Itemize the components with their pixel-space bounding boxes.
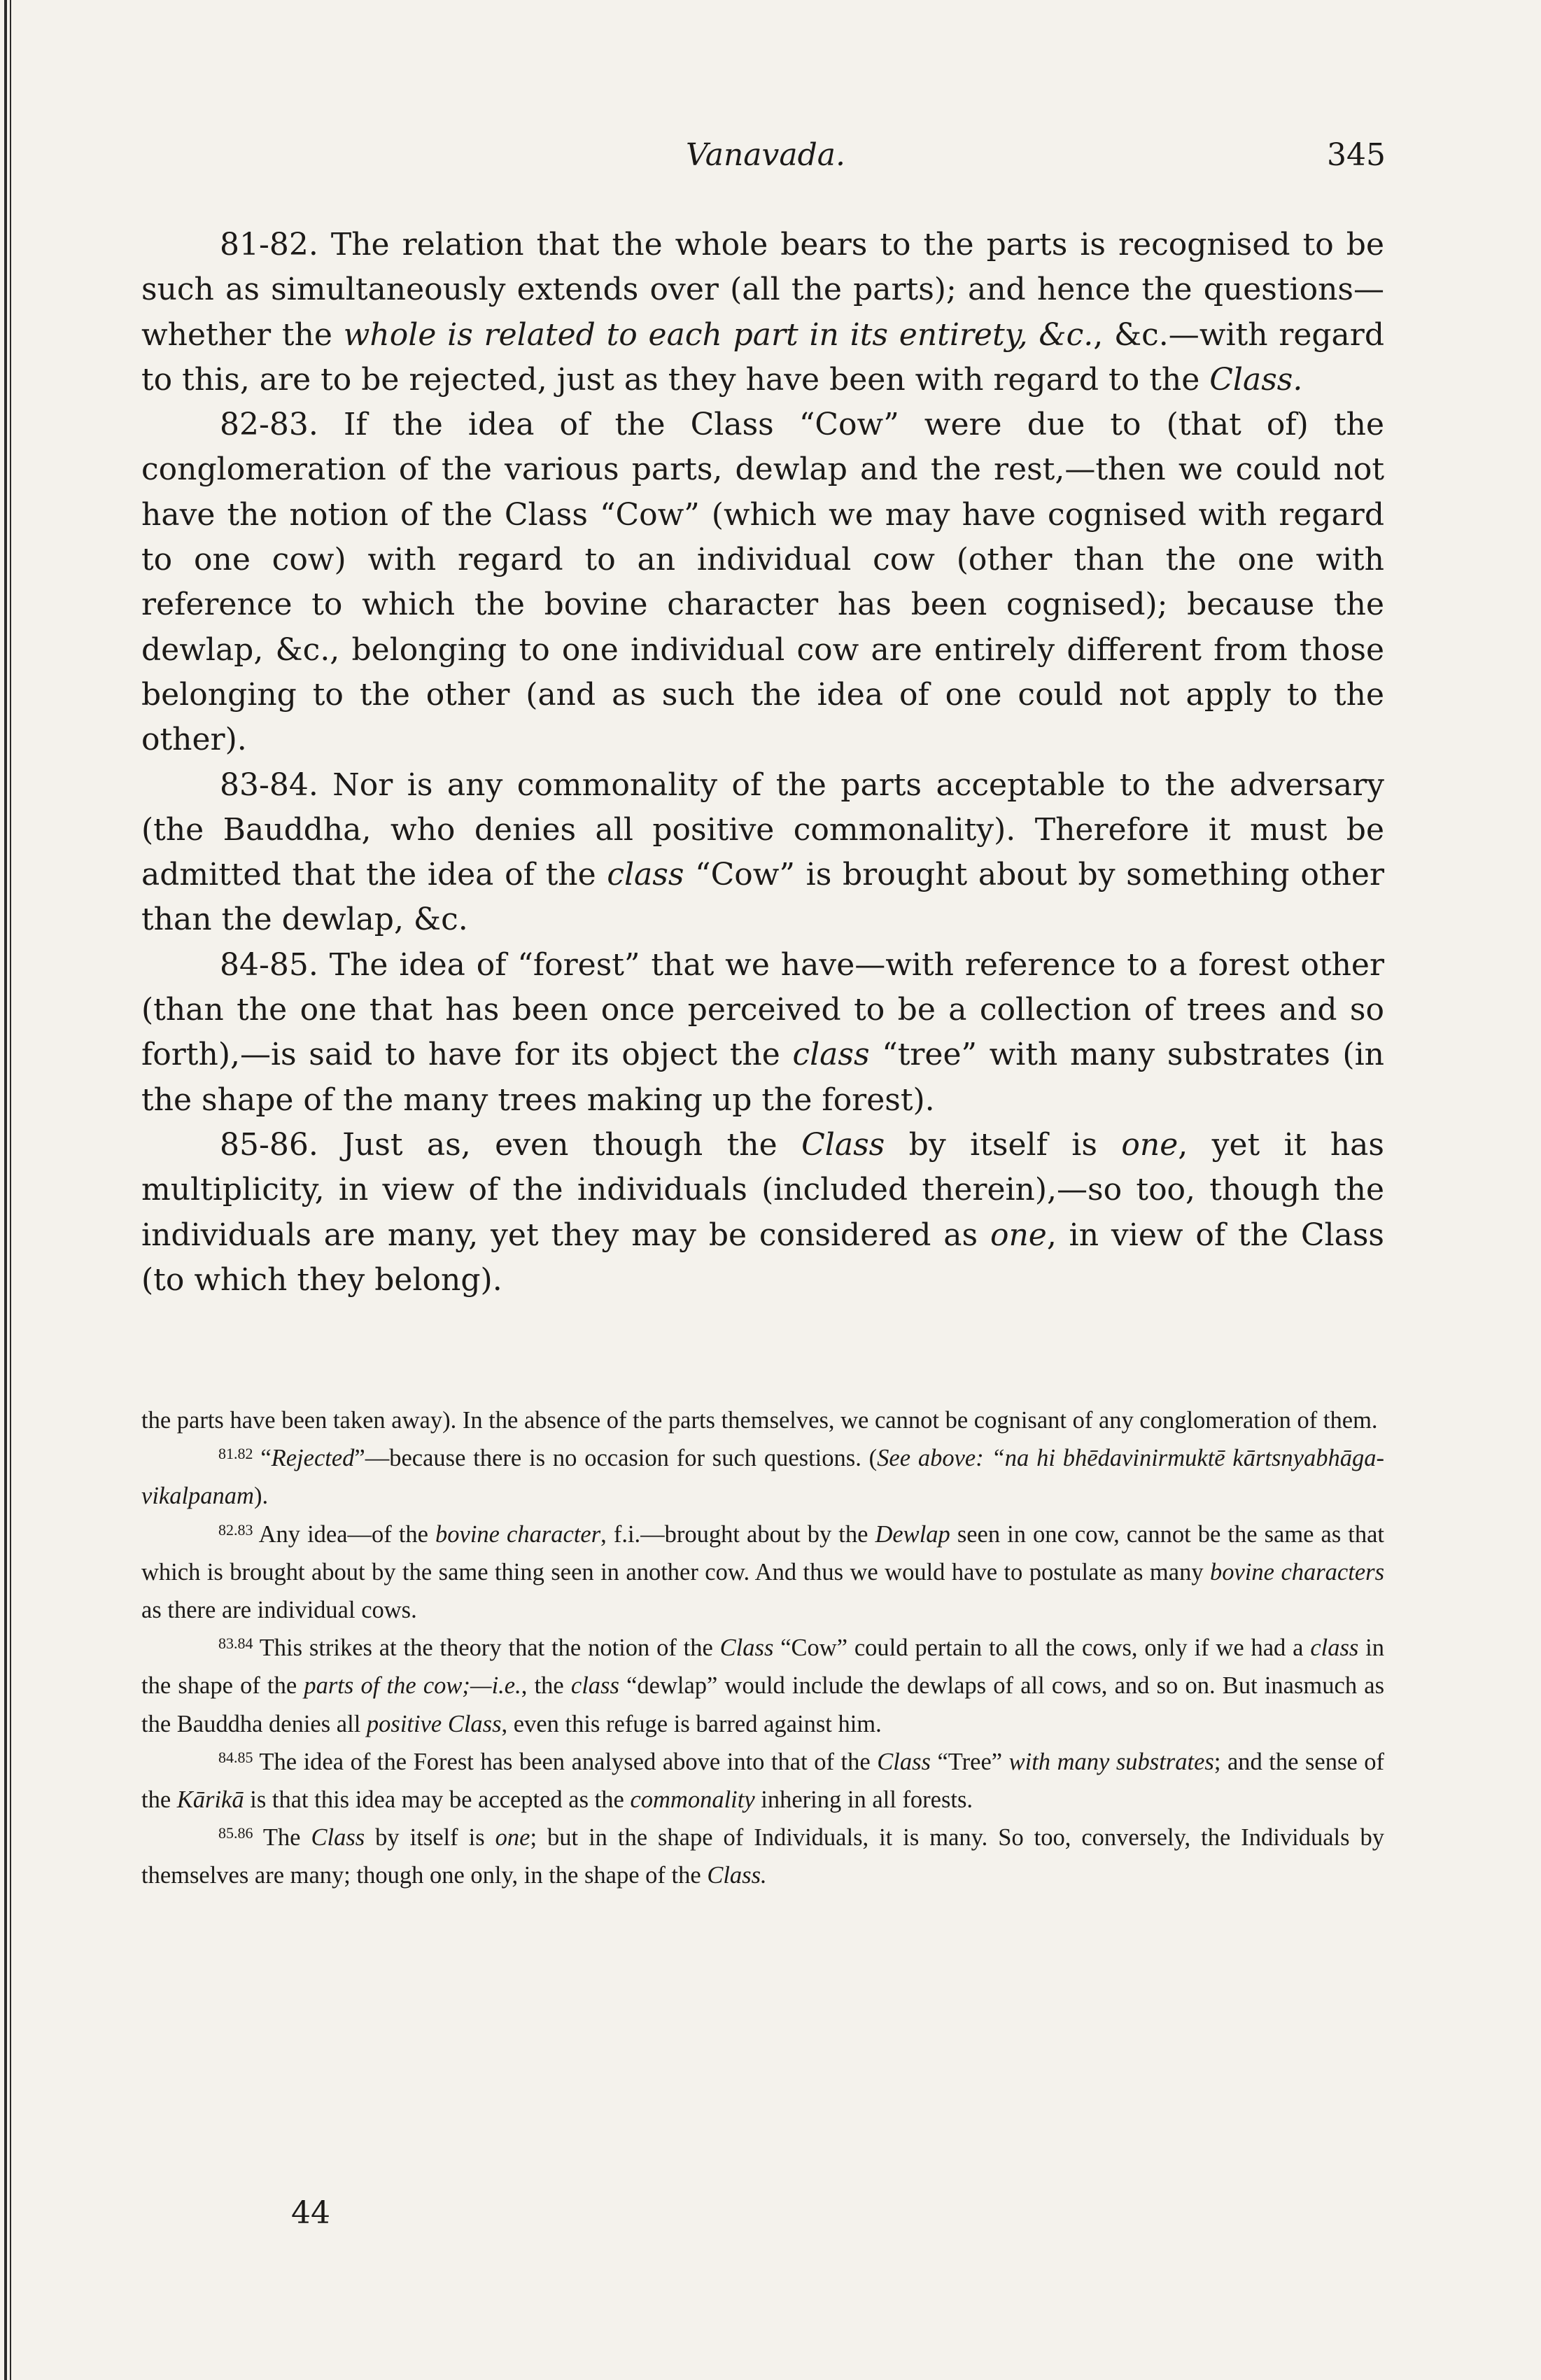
text-run: Kārikā [176, 1786, 244, 1814]
text-run: “Cow” is brought about by something other than the dewlap, &c. [141, 857, 1384, 938]
text-run: positive Class [366, 1710, 502, 1737]
text-run: is that this idea may be accepted as the [244, 1786, 631, 1814]
text-run: bovine characters [1210, 1558, 1384, 1586]
text-run: class [570, 1672, 619, 1700]
text-run: , yet it has multiplicity, in view of the individuals (included therein),—so too, though the individuals are many, yet they may be considered as [141, 1126, 1384, 1253]
verse-paragraph [141, 763, 1384, 943]
text-run: commonality [630, 1786, 755, 1814]
text-run: one [990, 1217, 1047, 1253]
text-run: Class. [707, 1862, 767, 1889]
footnote-ref: 82.83 [218, 1520, 253, 1539]
text-run: 82-83. If the idea of the Class “Cow” were due to (that of) the conglomeration of the various parts, dewlap and the rest,—then we could not have the notion of the Class “Cow” (which we may have cognised with regard to one cow) with regard to an individual cow (other than the one with reference to which the bovine character has been cognised); because the dewlap, &c., belonging to one individual cow are entirely different from those belonging to the other (and as such the idea of one could not apply to the other). [141, 407, 1384, 758]
text-run: Class [877, 1748, 931, 1775]
footnote [141, 1629, 1384, 1743]
text-run: 83-84. Nor is any commonality of the parts acceptable to the adversary (the Bauddha, who denies all positive commonality). Therefore it must be admitted that the idea of the [141, 766, 1384, 893]
text-run: bovine character [435, 1520, 601, 1548]
main-text [141, 223, 1384, 1303]
text-run: , the [521, 1672, 571, 1700]
text-run: Any idea—of the [253, 1520, 436, 1548]
text-run: ). [253, 1483, 269, 1510]
text-run: Class [311, 1824, 365, 1851]
text-run: , f.i.—brought about by the [600, 1520, 875, 1548]
text-run: Class [719, 1634, 774, 1662]
verse-paragraph [141, 402, 1384, 762]
footnotes [141, 1401, 1384, 1895]
text-run: Class. [1209, 361, 1303, 398]
text-run: “dewlap” would include the dewlaps of all cows, and so on. But inasmuch as the Bauddha denies all [141, 1672, 1384, 1737]
text-run: Dewlap [875, 1520, 950, 1548]
text-run: The [253, 1824, 311, 1851]
footnote [141, 1516, 1384, 1630]
footnote-ref: 81.82 [218, 1445, 253, 1463]
running-title: Vanavada. [686, 137, 846, 173]
text-run: as there are individual cows. [141, 1597, 417, 1624]
text-run: whole is related to each part in its entirety, &c. [343, 316, 1094, 353]
text-run: 84-85. The idea of “forest” that we have—with reference to a forest other (than the one that has been once perceived to be a collection of trees and so forth),—is said to have for its object the [141, 946, 1384, 1073]
verse-paragraph [141, 223, 1384, 402]
footnote-ref: 85.86 [218, 1824, 253, 1842]
footnote [141, 1401, 1384, 1439]
text-run: seen in one cow, cannot be the same as that which is brought about by the same thing seen in another cow. And thus we would have to postulate as many [141, 1520, 1385, 1586]
page-number: 345 [1327, 137, 1386, 173]
text-run: by itself is [365, 1824, 495, 1851]
text-run: “tree” with many substrates (in the shape of the many trees making up the forest). [141, 1037, 1384, 1118]
text-run: one [495, 1824, 530, 1851]
text-run: 85-86. Just as, even though the [220, 1126, 802, 1163]
text-run: class [607, 857, 684, 893]
text-run: , even this refuge is barred against him. [501, 1710, 882, 1737]
text-run: See above: “na hi bhēdavinirmuktē kārtsnyabhāga-vikalpanam [141, 1445, 1384, 1510]
text-run: “ [253, 1445, 272, 1472]
text-run: the parts have been taken away). In the absence of the parts themselves, we cannot be cognisant of any conglomeration of them. [141, 1407, 1378, 1434]
text-run: , &c.—with regard to this, are to be rejected, just as they have been with regard to the [141, 316, 1384, 398]
text-run: by itself is [885, 1126, 1122, 1163]
text-run: inhering in all forests. [754, 1786, 973, 1814]
footnote-ref: 84.85 [218, 1748, 253, 1766]
text-run: class [792, 1037, 870, 1073]
scan-edge-line [4, 0, 7, 2380]
text-run: The idea of the Forest has been analysed above into that of the [253, 1748, 878, 1775]
text-run: in the shape of the [141, 1634, 1384, 1700]
text-run: ; and the sense of the [141, 1748, 1385, 1814]
text-run: “Cow” could pertain to all the cows, only if we had a [773, 1634, 1311, 1662]
footnote-ref: 83.84 [218, 1634, 253, 1653]
page-header [140, 137, 1386, 186]
footnote [141, 1819, 1384, 1894]
verse-paragraph [141, 943, 1384, 1123]
text-run: Class [801, 1126, 885, 1163]
text-run: ; but in the shape of Individuals, it is many. So too, conversely, the Individuals by themselves are many; though one only, in the shape of the [141, 1824, 1385, 1889]
text-run: 81-82. The relation that the whole bears to the parts is recognised to be such as simultaneously extends over (all the parts); and hence the questions—whether the [141, 227, 1384, 353]
text-run: class [1310, 1634, 1359, 1662]
text-run: Rejected [271, 1445, 355, 1472]
text-run: one [1121, 1126, 1178, 1163]
footnote [141, 1743, 1384, 1819]
text-run: with many substrates [1008, 1748, 1214, 1775]
signature-mark: 44 [291, 2195, 330, 2231]
verse-paragraph [141, 1123, 1384, 1303]
text-run: , in view of the Class (to which they belong). [141, 1217, 1384, 1298]
text-run: “Tree” [930, 1748, 1009, 1775]
footnote [141, 1439, 1384, 1515]
text-run: ”—because there is no occasion for such questions. ( [354, 1445, 878, 1472]
text-run: parts of the cow;—i.e. [304, 1672, 521, 1700]
text-run: This strikes at the theory that the notion of the [253, 1634, 720, 1662]
scan-edge-line [10, 0, 11, 2380]
